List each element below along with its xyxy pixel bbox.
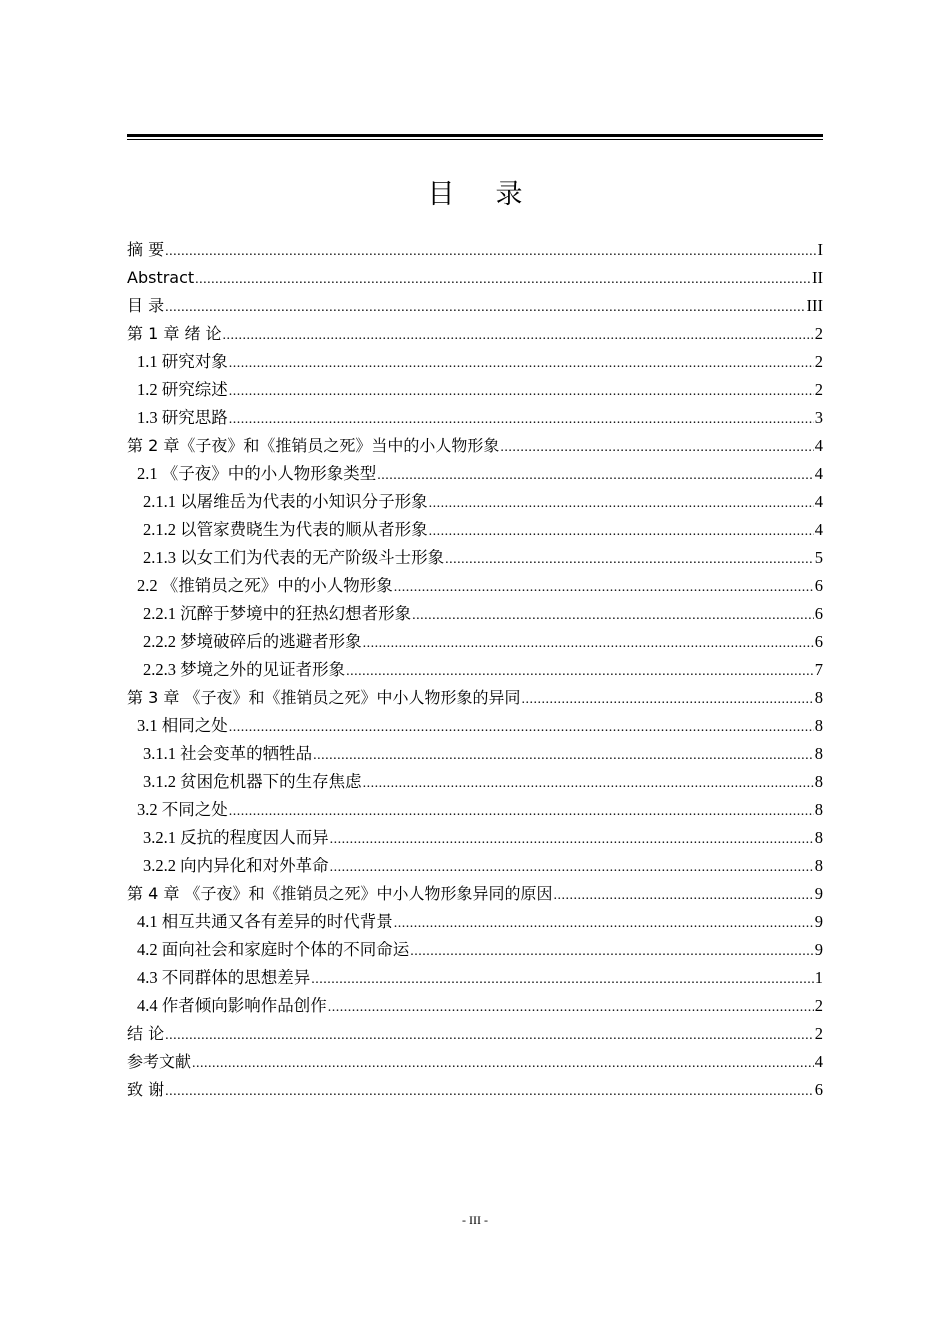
dot-leader — [377, 462, 814, 490]
toc-entry[interactable] — [127, 516, 823, 544]
toc-entry[interactable] — [127, 320, 823, 348]
dot-leader — [429, 490, 814, 518]
toc-entry[interactable] — [127, 264, 823, 292]
toc-entry-label: 4.3 不同群体的思想差异 — [137, 968, 311, 987]
toc-entry-label: 结 论 — [127, 1024, 165, 1043]
toc-entry-page-number: 4 — [814, 464, 823, 483]
toc-entry-page-number: 6 — [814, 632, 823, 651]
toc-entry[interactable] — [127, 740, 823, 768]
page-number-footer: - III - — [462, 1213, 488, 1227]
dot-leader — [394, 910, 814, 938]
toc-entry[interactable] — [127, 628, 823, 656]
toc-entry-label: 参考文献 — [127, 1052, 192, 1071]
toc-entry-page-number: 2 — [814, 324, 823, 343]
toc-entry-label: 2.1.3 以女工们为代表的无产阶级斗士形象 — [143, 548, 445, 567]
dot-leader — [229, 378, 814, 406]
dot-leader — [165, 1078, 814, 1106]
toc-entry[interactable] — [127, 1076, 823, 1104]
toc-entry-page-number: 4 — [814, 492, 823, 511]
dot-leader — [328, 994, 814, 1022]
toc-entry-page-number: 2 — [814, 380, 823, 399]
dot-leader — [165, 1022, 814, 1050]
toc-entry-page-number: 7 — [814, 660, 823, 679]
toc-entry[interactable] — [127, 768, 823, 796]
dot-leader — [223, 322, 814, 350]
dot-leader — [330, 826, 814, 854]
header-rule-thick — [127, 134, 823, 137]
toc-entry[interactable] — [127, 376, 823, 404]
toc-entry-label: 3.1.1 社会变革的牺牲品 — [143, 744, 313, 763]
toc-entry-label: 2.2 《推销员之死》中的小人物形象 — [137, 576, 393, 595]
toc-entry[interactable] — [127, 404, 823, 432]
toc-entry-page-number: 8 — [814, 800, 823, 819]
toc-entry-label: 1.1 研究对象 — [137, 352, 228, 371]
toc-entry-page-number: 8 — [814, 828, 823, 847]
toc-entry-label: 1.3 研究思路 — [137, 408, 228, 427]
toc-entry-label: 致 谢 — [127, 1080, 165, 1099]
dot-leader — [346, 658, 814, 686]
toc-entry-page-number: 6 — [814, 1080, 823, 1099]
toc-entry[interactable] — [127, 684, 823, 712]
dot-leader — [410, 938, 814, 966]
toc-entry[interactable] — [127, 908, 823, 936]
dot-leader — [429, 518, 814, 546]
toc-entry-page-number: 3 — [814, 408, 823, 427]
table-of-contents — [127, 236, 823, 1104]
toc-entry-label: 3.2.1 反抗的程度因人而异 — [143, 828, 329, 847]
dot-leader — [330, 854, 814, 882]
toc-entry[interactable] — [127, 236, 823, 264]
toc-entry-label: 2.2.1 沉醉于梦境中的狂热幻想者形象 — [143, 604, 412, 623]
toc-entry[interactable] — [127, 1020, 823, 1048]
toc-entry-label: 3.2 不同之处 — [137, 800, 228, 819]
toc-entry[interactable] — [127, 600, 823, 628]
toc-entry[interactable] — [127, 796, 823, 824]
dot-leader — [363, 770, 814, 798]
toc-entry[interactable] — [127, 964, 823, 992]
dot-leader — [363, 630, 814, 658]
toc-entry[interactable] — [127, 572, 823, 600]
toc-entry-page-number: 4 — [814, 520, 823, 539]
dot-leader — [313, 742, 814, 770]
toc-entry-page-number: 9 — [814, 912, 823, 931]
toc-entry-label: 2.1.2 以管家费晓生为代表的顺从者形象 — [143, 520, 428, 539]
toc-entry[interactable] — [127, 992, 823, 1020]
toc-entry[interactable] — [127, 880, 823, 908]
toc-entry-page-number: 2 — [814, 1024, 823, 1043]
page-title: 目 录 — [427, 179, 539, 210]
toc-entry-page-number: 2 — [814, 996, 823, 1015]
toc-entry-page-number: 8 — [814, 856, 823, 875]
dot-leader — [229, 798, 814, 826]
dot-leader — [394, 574, 814, 602]
toc-entry-page-number: 8 — [814, 716, 823, 735]
toc-entry-label: 1.2 研究综述 — [137, 380, 228, 399]
header-rule-thin — [127, 139, 823, 140]
toc-entry[interactable] — [127, 348, 823, 376]
dot-leader — [412, 602, 814, 630]
toc-entry[interactable] — [127, 1048, 823, 1076]
dot-leader — [445, 546, 814, 574]
toc-entry-label: 4.2 面向社会和家庭时个体的不同命运 — [137, 940, 410, 959]
toc-entry[interactable] — [127, 712, 823, 740]
toc-entry-page-number: 4 — [814, 436, 823, 455]
toc-entry-page-number: 9 — [814, 884, 823, 903]
toc-entry[interactable] — [127, 544, 823, 572]
toc-entry-label: 3.1.2 贫困危机器下的生存焦虑 — [143, 772, 362, 791]
toc-entry-page-number: 9 — [814, 940, 823, 959]
dot-leader — [229, 714, 814, 742]
toc-entry-page-number: 1 — [814, 968, 823, 987]
toc-entry[interactable] — [127, 488, 823, 516]
toc-entry[interactable] — [127, 292, 823, 320]
toc-entry[interactable] — [127, 432, 823, 460]
dot-leader — [229, 406, 814, 434]
toc-entry-label: 2.1 《子夜》中的小人物形象类型 — [137, 464, 377, 483]
toc-entry-label: 第 2 章《子夜》和《推销员之死》当中的小人物形象 — [127, 436, 500, 455]
dot-leader — [521, 686, 813, 714]
toc-entry-label: 第 3 章 《子夜》和《推销员之死》中小人物形象的异同 — [127, 688, 521, 707]
toc-entry-page-number: 8 — [814, 744, 823, 763]
dot-leader — [165, 294, 805, 322]
toc-entry[interactable] — [127, 852, 823, 880]
toc-entry-page-number: 5 — [814, 548, 823, 567]
toc-entry-label: Abstract — [127, 268, 195, 287]
dot-leader — [229, 350, 814, 378]
toc-entry[interactable] — [127, 656, 823, 684]
toc-entry-label: 2.2.3 梦境之外的见证者形象 — [143, 660, 346, 679]
dot-leader — [553, 882, 813, 910]
toc-entry-label: 第 1 章 绪 论 — [127, 324, 222, 343]
dot-leader — [500, 434, 813, 462]
toc-entry-page-number: 8 — [814, 772, 823, 791]
toc-entry-label: 第 4 章 《子夜》和《推销员之死》中小人物形象异同的原因 — [127, 884, 553, 903]
toc-entry-page-number: I — [817, 240, 823, 259]
dot-leader — [192, 1050, 814, 1078]
toc-entry[interactable] — [127, 460, 823, 488]
toc-entry-page-number: III — [806, 296, 823, 315]
toc-entry-label: 3.2.2 向内异化和对外革命 — [143, 856, 329, 875]
toc-entry[interactable] — [127, 824, 823, 852]
toc-entry-page-number: II — [812, 268, 823, 287]
toc-entry-label: 摘 要 — [127, 240, 165, 259]
toc-entry-page-number: 6 — [814, 604, 823, 623]
toc-entry-label: 4.4 作者倾向影响作品创作 — [137, 996, 327, 1015]
toc-entry[interactable] — [127, 936, 823, 964]
toc-entry-label: 2.1.1 以屠维岳为代表的小知识分子形象 — [143, 492, 428, 511]
toc-entry-page-number: 6 — [814, 576, 823, 595]
dot-leader — [165, 238, 816, 266]
toc-entry-page-number: 2 — [814, 352, 823, 371]
toc-entry-label: 3.1 相同之处 — [137, 716, 228, 735]
toc-entry-label: 2.2.2 梦境破碎后的逃避者形象 — [143, 632, 362, 651]
toc-entry-label: 4.1 相互共通又各有差异的时代背景 — [137, 912, 393, 931]
dot-leader — [195, 266, 811, 294]
toc-entry-label: 目 录 — [127, 296, 165, 315]
toc-entry-page-number: 8 — [814, 688, 823, 707]
dot-leader — [311, 966, 814, 994]
toc-entry-page-number: 4 — [814, 1052, 823, 1071]
